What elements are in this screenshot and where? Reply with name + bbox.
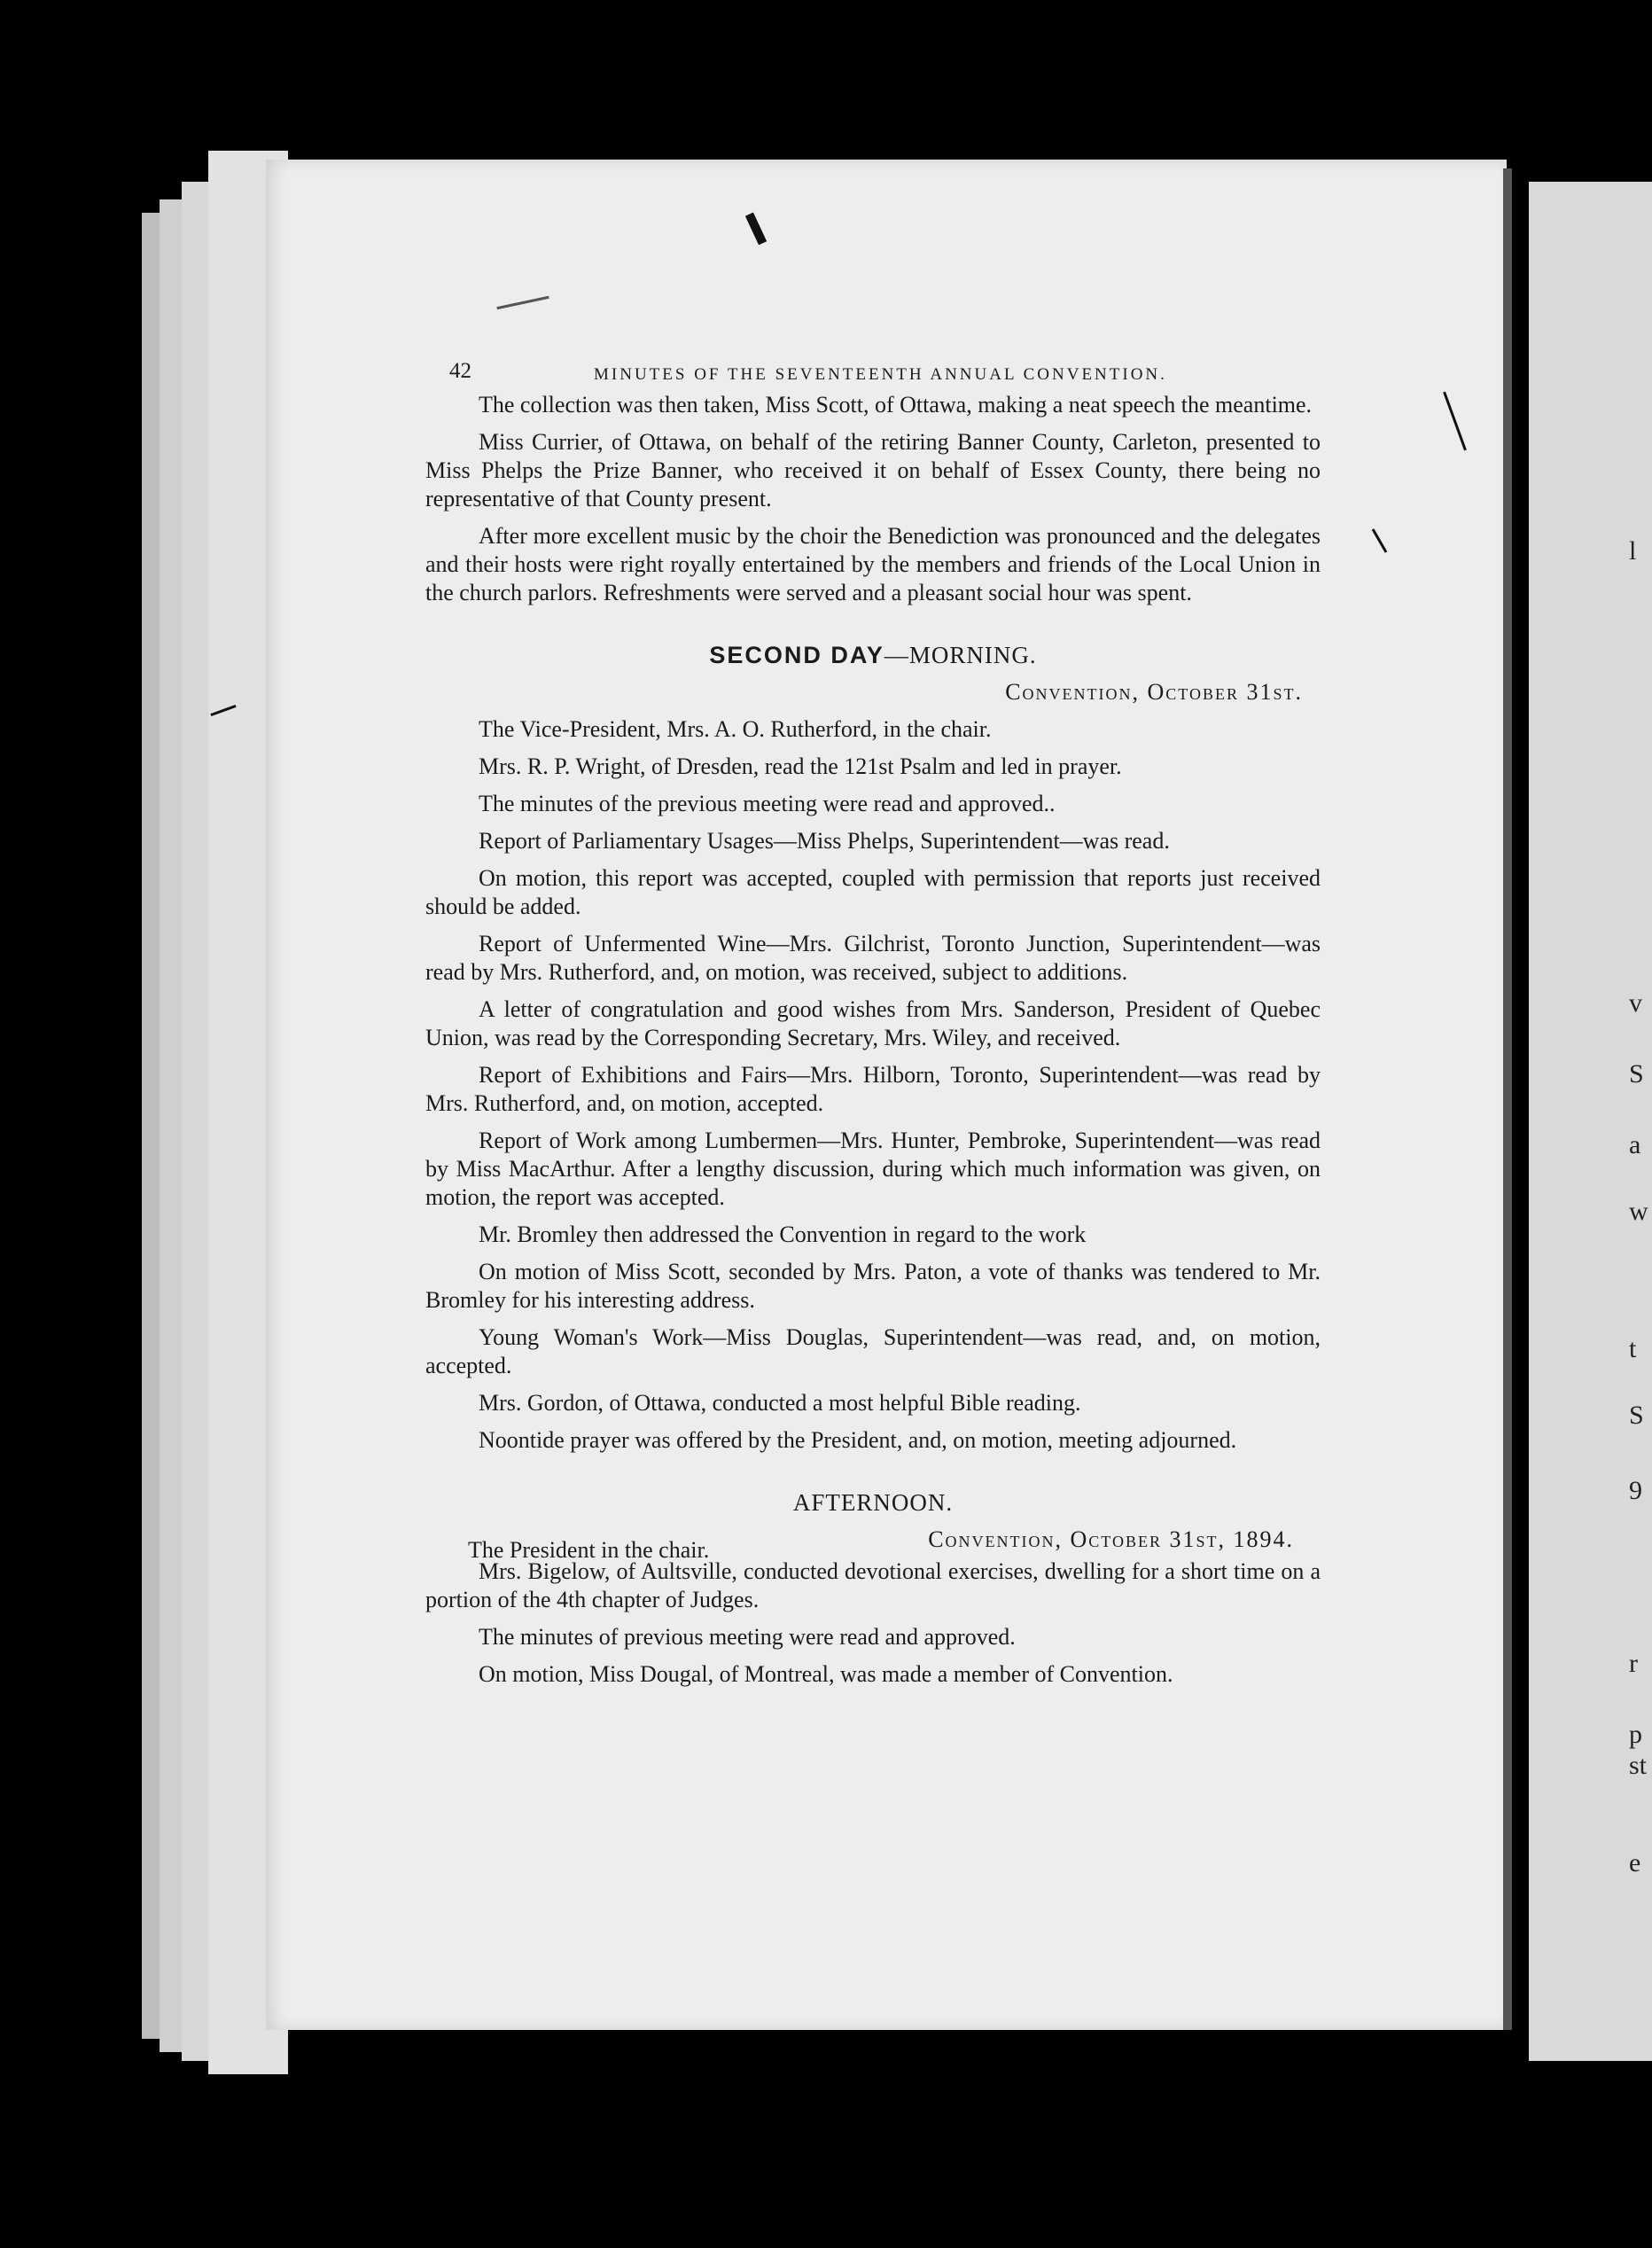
heading-bold: SECOND DAY (709, 642, 884, 668)
running-head (425, 350, 1321, 386)
heading-rest: —MORNING. (884, 642, 1037, 668)
facing-page-fragment: w (1629, 1197, 1648, 1226)
running-head-title: MINUTES OF THE SEVENTEENTH ANNUAL CONVENTION. (594, 365, 1167, 384)
facing-page-fragment: 9 (1629, 1476, 1642, 1505)
facing-page-fragment: v (1629, 988, 1642, 1018)
section-heading-morning (425, 641, 1321, 669)
paragraph: Noontide prayer was offered by the President, and, on motion, meeting adjourned. (479, 1427, 1237, 1453)
paragraph: Miss Currier, of Ottawa, on behalf of the retiring Banner County, Carleton, presented to Miss Phelps the Prize Banner, who received it on behalf of Essex County, there being no representative of that County present. (425, 429, 1321, 511)
facing-page-fragment: p (1629, 1720, 1642, 1749)
facing-page-fragment: l (1629, 536, 1637, 566)
paragraph: Mrs. Gordon, of Ottawa, conducted a most helpful Bible reading. (479, 1390, 1081, 1416)
dateline: Convention, October 31st. (1005, 679, 1303, 705)
facing-page-fragment: st (1629, 1751, 1648, 1780)
paragraph: Report of Parliamentary Usages—Miss Phelps, Superintendent—was read. (479, 828, 1170, 854)
facing-page-fragment: t (1629, 1334, 1637, 1363)
facing-page-fragment: S (1629, 1059, 1644, 1089)
paragraph: The minutes of previous meeting were read and approved. (479, 1624, 1016, 1650)
paragraph: After more excellent music by the choir the Benediction was pronounced and the delegates and their hosts were right royally entertained by the members and friends of the Local Union in the church parlors. Refreshments were served and a pleasant social hour was spent. (425, 523, 1321, 605)
paragraph: On motion, this report was accepted, coupled with permission that reports just received should be added. (425, 865, 1321, 919)
facing-page-fragment: r (1629, 1649, 1638, 1678)
paragraph: Report of Exhibitions and Fairs—Mrs. Hilborn, Toronto, Superintendent—was read by Mrs. Rutherford, and, on motion, accepted. (425, 1062, 1321, 1116)
page-gutter-shadow (1503, 168, 1512, 2030)
facing-page-fragment: S (1629, 1401, 1644, 1430)
dateline: Convention, October 31st, 1894. (928, 1526, 1294, 1552)
paragraph: Report of Unfermented Wine—Mrs. Gilchrist, Toronto Junction, Superintendent—was read by Mrs. Rutherford, and, on motion, was received, subject to additions. (425, 931, 1321, 985)
paragraph: Young Woman's Work—Miss Douglas, Superintendent—was read, and, on motion, accepted. (425, 1324, 1321, 1378)
paragraph: The collection was then taken, Miss Scott, of Ottawa, making a neat speech the meantime. (479, 392, 1313, 418)
paragraph: The minutes of the previous meeting were read and approved.. (479, 791, 1056, 816)
facing-page-fragment: a (1629, 1130, 1641, 1159)
chair-line: The President in the chair. (468, 1537, 710, 1563)
paragraph: Mr. Bromley then addressed the Convention in regard to the work (479, 1222, 1087, 1247)
paragraph: A letter of congratulation and good wishes from Mrs. Sanderson, President of Quebec Union, was read by the Corresponding Secretary, Mrs. Wiley, and received. (425, 996, 1321, 1050)
paragraph: On motion of Miss Scott, seconded by Mrs. Paton, a vote of thanks was tendered to Mr. Bromley for his interesting address. (425, 1259, 1321, 1313)
paragraph: Mrs. Bigelow, of Aultsville, conducted devotional exercises, dwelling for a short time on a portion of the 4th chapter of Judges. (425, 1558, 1321, 1612)
page-number: 42 (449, 359, 471, 383)
paragraph: On motion, Miss Dougal, of Montreal, was made a member of Convention. (479, 1661, 1173, 1687)
paragraph: The Vice-President, Mrs. A. O. Rutherford, in the chair. (479, 716, 992, 742)
paragraph: Report of Work among Lumbermen—Mrs. Hunter, Pembroke, Superintendent—was read by Miss MacArthur. After a lengthy discussion, during which much information was given, on motion, the report was accepted. (425, 1128, 1321, 1210)
facing-page-fragment: e (1629, 1848, 1641, 1877)
paragraph: Mrs. R. P. Wright, of Dresden, read the 121st Psalm and led in prayer. (479, 753, 1122, 779)
afternoon-dateline-row (425, 1526, 1321, 1563)
section-heading-afternoon: AFTERNOON. (792, 1489, 954, 1516)
page-text (425, 350, 1321, 1698)
